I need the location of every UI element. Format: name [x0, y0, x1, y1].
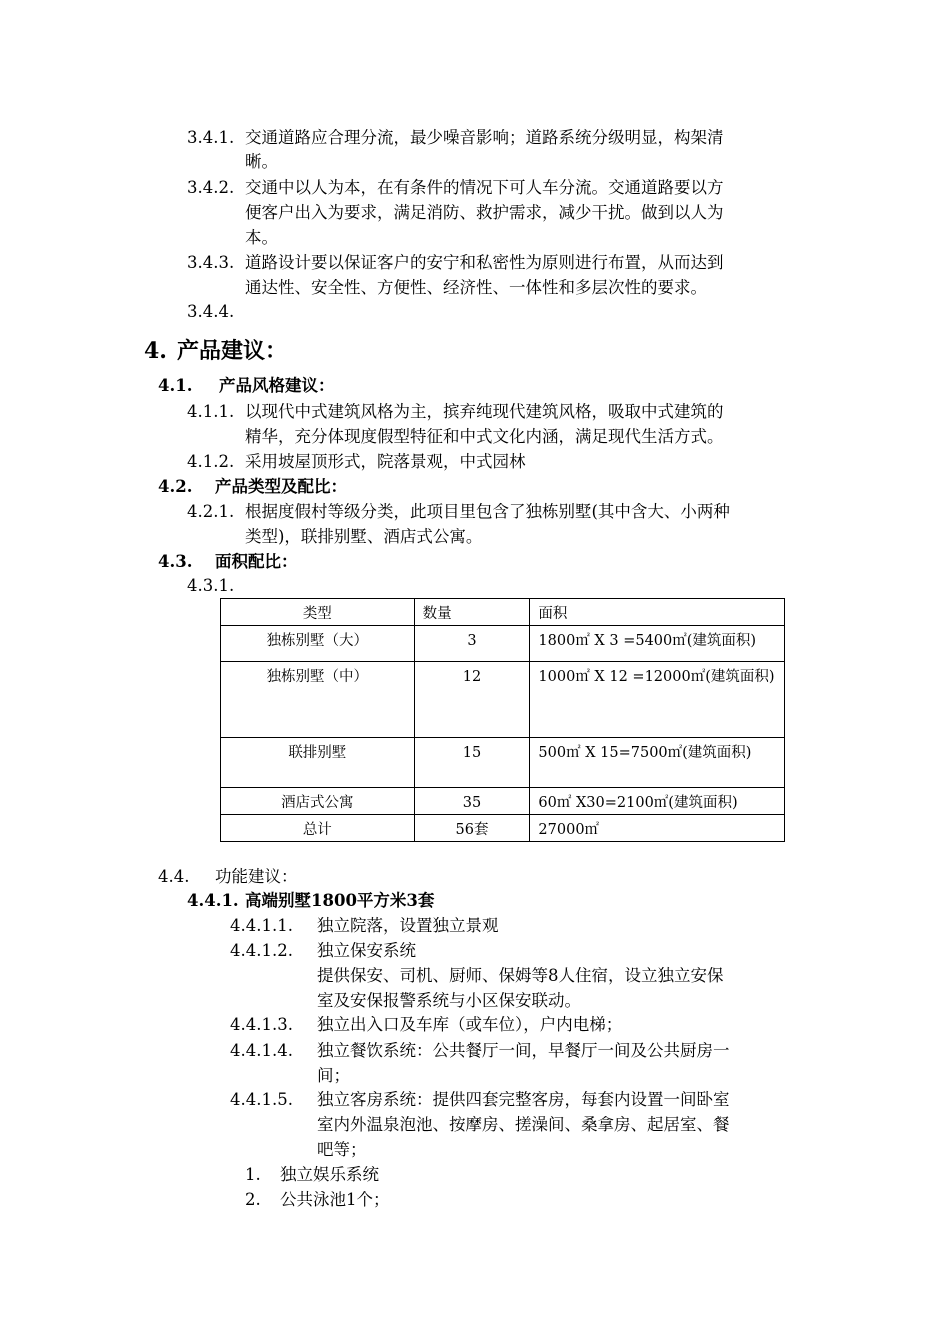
- table-cell: 联排别墅: [221, 738, 415, 788]
- item-number: 4.4.1.2.: [230, 941, 293, 960]
- item-text: 间；: [317, 1066, 350, 1085]
- heading-title: 功能建议：: [215, 867, 298, 886]
- table-cell: 56套: [414, 815, 530, 842]
- list-text: 独立娱乐系统: [280, 1165, 379, 1184]
- heading-number: 4.4.1.: [187, 891, 239, 910]
- item-text: 独立出入口及车库（或车位），户内电梯；: [317, 1015, 623, 1034]
- heading-title: 产品风格建议：: [219, 376, 335, 395]
- heading-title: 高端别墅1800平方米3套: [245, 891, 435, 910]
- item-number: 4.4.1.3.: [230, 1015, 293, 1034]
- item-text: 采用坡屋顶形式，院落景观，中式园林: [245, 452, 526, 471]
- table-cell: 3: [414, 626, 530, 662]
- item-text: 便客户出入为要求，满足消防、救护需求，减少干扰。做到以人为: [245, 203, 724, 222]
- heading-title: 产品类型及配比：: [215, 477, 347, 496]
- table-row: [221, 662, 785, 738]
- item-text: 吧等；: [317, 1140, 367, 1159]
- item-number: 3.4.3.: [187, 253, 235, 272]
- item-text: 独立院落，设置独立景观: [317, 916, 499, 935]
- item-text: 提供保安、司机、厨师、保姆等8人住宿，设立独立安保: [317, 966, 724, 985]
- item-text: 根据度假村等级分类，此项目里包含了独栋别墅(其中含大、小两种: [245, 502, 730, 521]
- item-number: 4.1.2.: [187, 452, 235, 471]
- list-text: 公共泳池1个；: [280, 1190, 390, 1209]
- item-text: 类型)，联排别墅、酒店式公寓。: [245, 527, 483, 546]
- item-text: 晰。: [245, 152, 278, 171]
- table-cell: 35: [414, 788, 530, 815]
- table-row: [221, 626, 785, 662]
- item-text: 独立餐饮系统：公共餐厅一间，早餐厅一间及公共厨房一: [317, 1041, 730, 1060]
- item-text: 通达性、安全性、方便性、经济性、一体性和多层次性的要求。: [245, 278, 707, 297]
- table-cell: 60㎡ X30=2100㎡(建筑面积): [530, 788, 785, 815]
- item-text: 道路设计要以保证客户的安宁和私密性为原则进行布置，从而达到: [245, 253, 724, 272]
- item-text: 本。: [245, 228, 278, 247]
- item-number: 4.4.1.1.: [230, 916, 293, 935]
- table-header-cell: 数量: [414, 599, 530, 626]
- table-row: [221, 738, 785, 788]
- item-text: 独立客房系统：提供四套完整客房，每套内设置一间卧室: [317, 1090, 730, 1109]
- list-number: 1.: [245, 1165, 261, 1184]
- item-number: 3.4.2.: [187, 178, 235, 197]
- heading-number: 4.1.: [158, 376, 193, 395]
- table-cell: 独栋别墅（中）: [221, 662, 415, 738]
- table-row: [221, 788, 785, 815]
- item-text: 以现代中式建筑风格为主，摈弃纯现代建筑风格，吸取中式建筑的: [245, 402, 724, 421]
- table-header-row: [221, 599, 785, 626]
- item-text: 独立保安系统: [317, 941, 416, 960]
- table-cell: 12: [414, 662, 530, 738]
- table-header-cell: 类型: [221, 599, 415, 626]
- list-number: 2.: [245, 1190, 261, 1209]
- table-row: [221, 815, 785, 842]
- table-cell: 1800㎡ X 3 =5400㎡(建筑面积): [530, 626, 785, 662]
- item-text: 交通中以人为本，在有条件的情况下可人车分流。交通道路要以方: [245, 178, 724, 197]
- heading-title: 面积配比：: [215, 552, 298, 571]
- item-text: 室及安保报警系统与小区保安联动。: [317, 991, 581, 1010]
- item-number: 3.4.4.: [187, 302, 235, 321]
- item-number: 4.4.1.4.: [230, 1041, 293, 1060]
- item-text: 交通道路应合理分流，最少噪音影响；道路系统分级明显，构架清: [245, 128, 724, 147]
- item-number: 4.2.1.: [187, 502, 235, 521]
- table-cell: 500㎡ X 15=7500㎡(建筑面积): [530, 738, 785, 788]
- table-cell: 总计: [221, 815, 415, 842]
- table-cell: 独栋别墅（大）: [221, 626, 415, 662]
- item-number: 4.1.1.: [187, 402, 235, 421]
- table-cell: 15: [414, 738, 530, 788]
- area-ratio-table: [220, 598, 785, 842]
- table-cell: 酒店式公寓: [221, 788, 415, 815]
- item-text: 精华，充分体现度假型特征和中式文化内涵，满足现代生活方式。: [245, 427, 724, 446]
- table-cell: 27000㎡: [530, 815, 785, 842]
- heading-title: 产品建议：: [177, 338, 288, 364]
- heading-number: 4.2.: [158, 477, 193, 496]
- table-cell: 1000㎡ X 12 =12000㎡(建筑面积): [530, 662, 785, 738]
- heading-number: 4.3.: [158, 552, 193, 571]
- item-number: 4.3.1.: [187, 576, 235, 595]
- heading-number: 4.: [144, 338, 167, 364]
- item-text: 室内外温泉泡池、按摩房、搓澡间、桑拿房、起居室、餐: [317, 1115, 730, 1134]
- item-number: 3.4.1.: [187, 128, 235, 147]
- item-number: 4.4.1.5.: [230, 1090, 293, 1109]
- table-header-cell: 面积: [530, 599, 785, 626]
- heading-number: 4.4.: [158, 867, 190, 886]
